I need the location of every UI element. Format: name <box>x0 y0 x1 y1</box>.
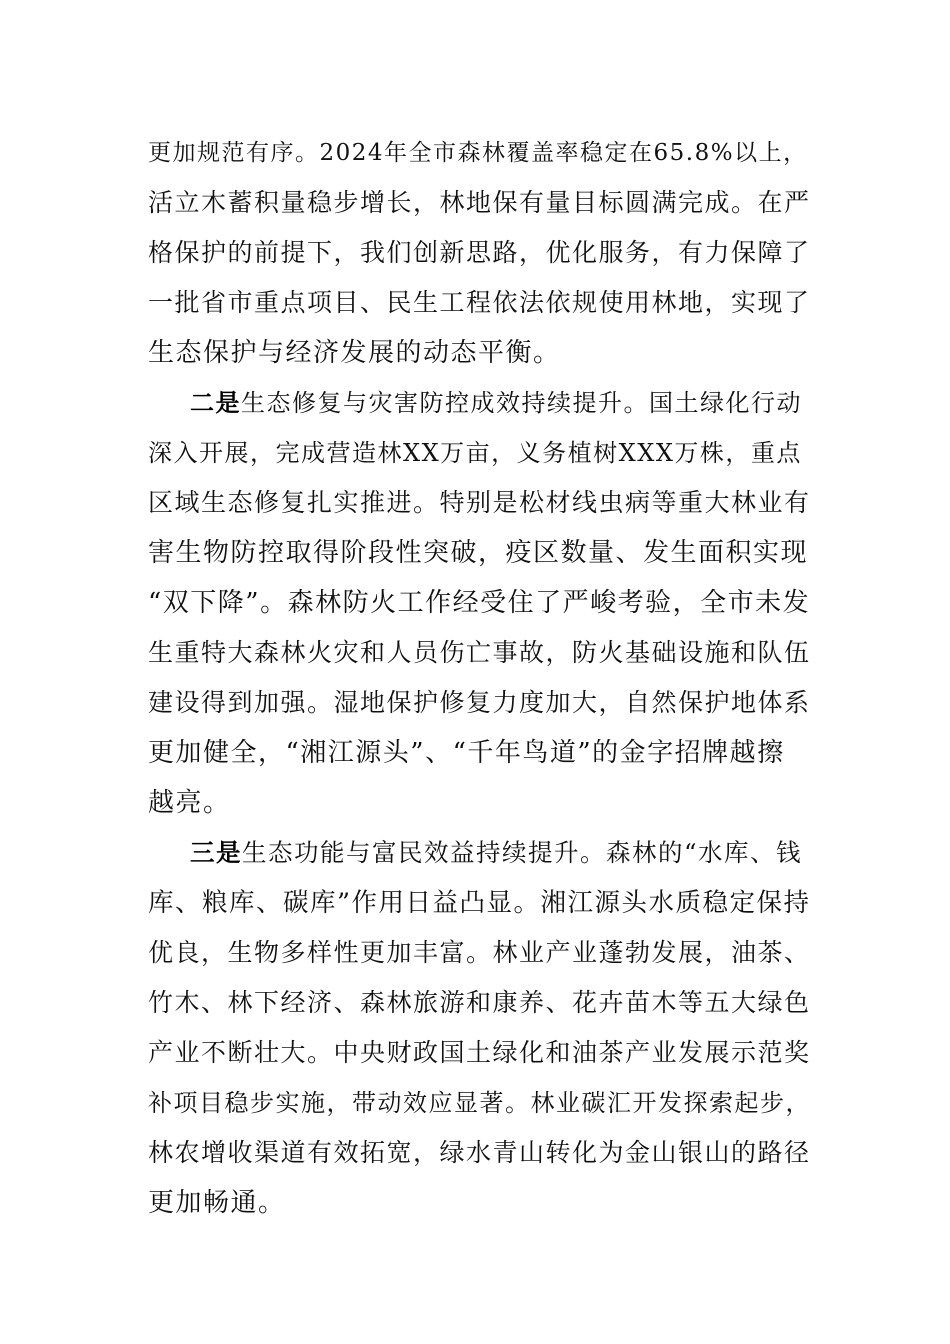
paragraph-2-line-3: 区域生态修复扎实推进。特别是松材线虫病等重大林业有 <box>148 488 811 517</box>
paragraph-3-line-4: 竹木、林下经济、森林旅游和康养、花卉苗木等五大绿色 <box>148 988 811 1017</box>
paragraph-2-line-5: “双下降”。森林防火工作经受住了严峻考验，全市未发 <box>148 588 811 618</box>
paragraph-1-line-1: 更加规范有序。2024年全市森林覆盖率稳定在65.8%以上， <box>148 140 808 166</box>
paragraph-2-line-7: 建设得到加强。湿地保护修复力度加大，自然保护地体系 <box>148 688 811 717</box>
paragraph-2-lead: 二是 <box>190 388 241 417</box>
paragraph-1-line-5: 生态保护与经济发展的动态平衡。 <box>148 338 561 368</box>
paragraph-1-line-2: 活立木蓄积量稳步增长，林地保有量目标圆满完成。在严 <box>148 188 811 217</box>
paragraph-3-line-3: 优良，生物多样性更加丰富。林业产业蓬勃发展，油茶、 <box>148 938 811 967</box>
paragraph-3-line-8: 更加畅通。 <box>148 1188 286 1218</box>
paragraph-2-line-9: 越亮。 <box>148 788 231 818</box>
paragraph-2-line-8: 更加健全，“湘江源头”、“千年鸟道”的金字招牌越擦 <box>148 738 785 768</box>
paragraph-2-line-2: 深入开展，完成营造林XX万亩，义务植树XXX万株，重点 <box>148 439 802 467</box>
paragraph-3-line-1 <box>190 838 802 868</box>
paragraph-1-line-3: 格保护的前提下，我们创新思路，优化服务，有力保障了 <box>148 238 811 267</box>
paragraph-2-line-1 <box>190 388 802 418</box>
paragraph-2-line-6: 生重特大森林火灾和人员伤亡事故，防火基础设施和队伍 <box>148 638 811 667</box>
paragraph-3-lead: 三是 <box>190 838 242 867</box>
paragraph-3-line-6: 补项目稳步实施，带动效应显著。林业碳汇开发探索起步， <box>148 1089 811 1117</box>
paragraph-1-line-4: 一批省市重点项目、民生工程依法依规使用林地，实现了 <box>148 288 811 317</box>
paragraph-2-line-1-text: 生态修复与灾害防控成效持续提升。国土绿化行动 <box>241 389 802 417</box>
paragraph-2-line-4: 害生物防控取得阶段性突破，疫区数量、发生面积实现 <box>148 538 809 568</box>
paragraph-3-line-7: 林农增收渠道有效拓宽，绿水青山转化为金山银山的路径 <box>148 1138 811 1167</box>
paragraph-3-line-2: 库、粮库、碳库”作用日益凸显。湘江源头水质稳定保持 <box>148 888 811 918</box>
paragraph-3-line-1-text: 生态功能与富民效益持续提升。森林的“水库、钱 <box>242 838 803 867</box>
paragraph-3-line-5: 产业不断壮大。中央财政国土绿化和油茶产业发展示范奖 <box>148 1038 811 1067</box>
